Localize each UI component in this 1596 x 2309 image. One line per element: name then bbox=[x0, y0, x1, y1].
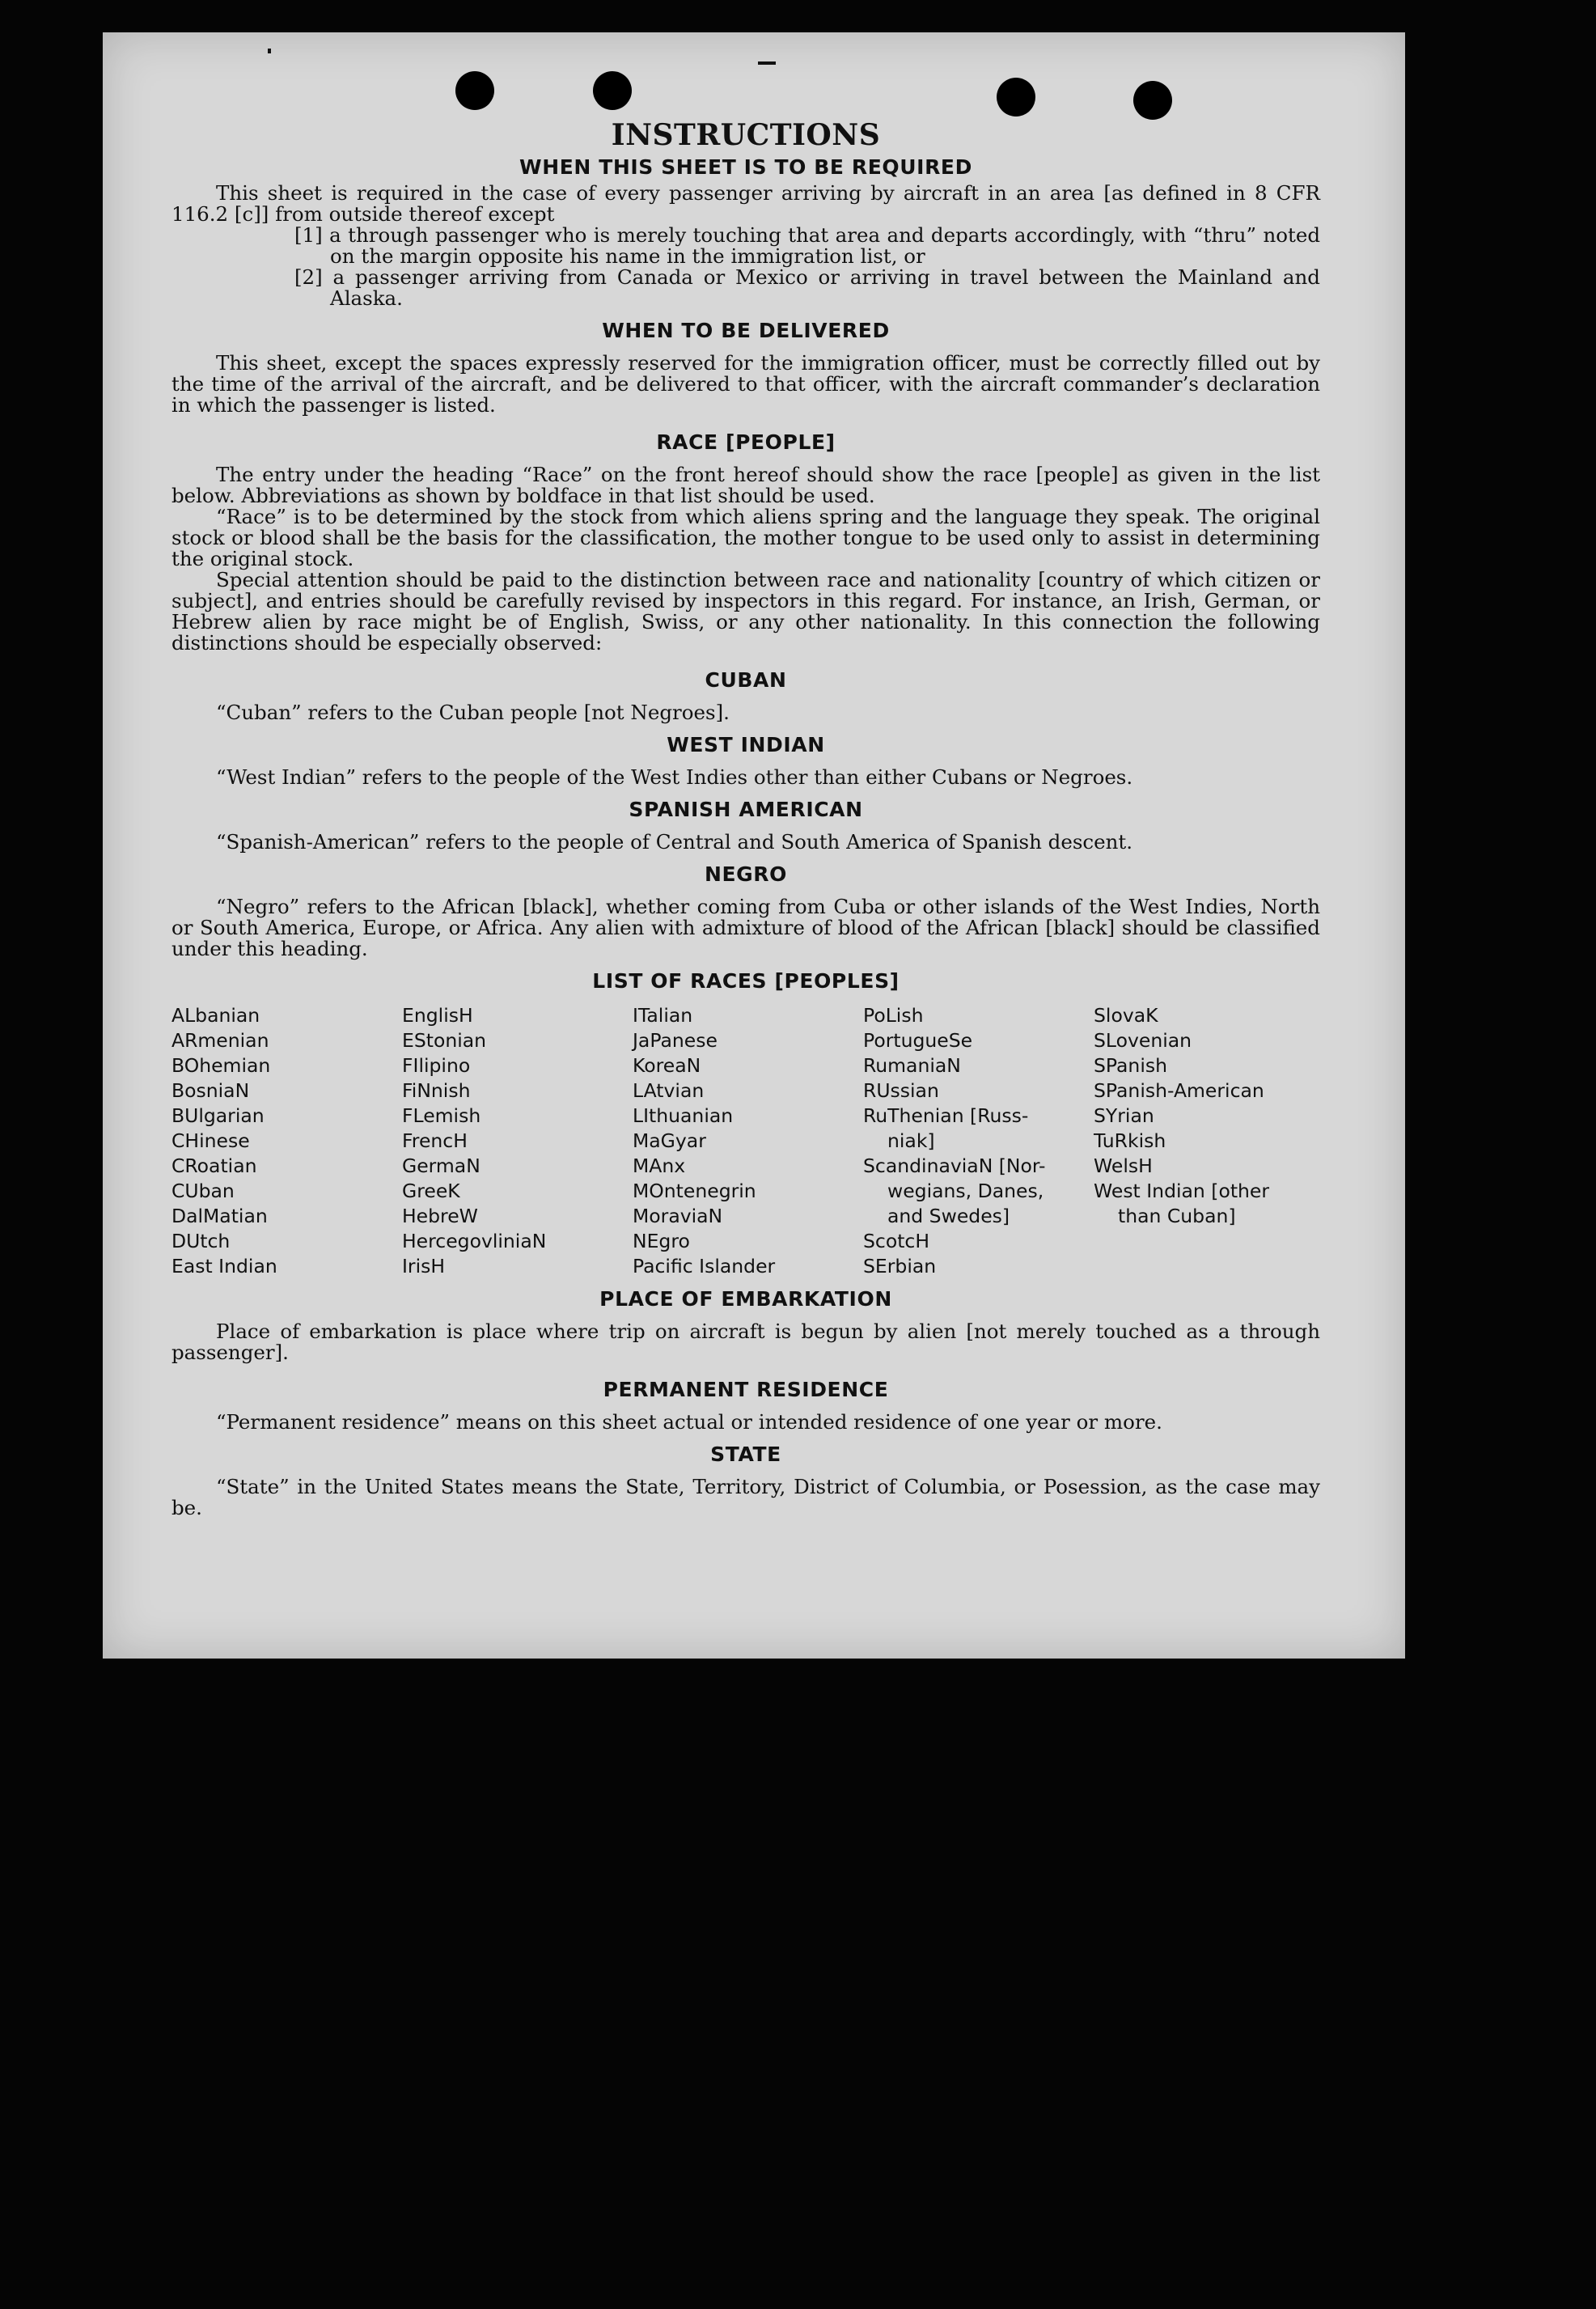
heading-place-of-embarkation: PLACE OF EMBARKATION bbox=[599, 1287, 892, 1311]
required-intro: This sheet is required in the case of every passenger arriving by aircraft in an area [as defined in 8 CFR 116.2 [c]] from outside thereof except bbox=[171, 181, 1320, 226]
race-entry: ScotcH bbox=[863, 1230, 930, 1252]
race-entry: PoLish bbox=[863, 1004, 924, 1027]
punch-hole bbox=[593, 71, 632, 110]
race-entry: DalMatian bbox=[171, 1205, 268, 1227]
heading-west-indian: WEST INDIAN bbox=[667, 733, 825, 756]
race-entry: CHinese bbox=[171, 1129, 250, 1152]
race-entry: EnglisH bbox=[402, 1004, 473, 1027]
race-entry: FLemish bbox=[402, 1104, 481, 1127]
heading-state: STATE bbox=[710, 1443, 781, 1466]
race-entry: SLovenian bbox=[1094, 1029, 1192, 1052]
race-entry: ALbanian bbox=[171, 1004, 260, 1027]
race-entry: TuRkish bbox=[1094, 1129, 1166, 1152]
delivered-text: This sheet, except the spaces expressly reserved for the immigration officer, must be correctly filled out by the time of the arrival of the aircraft, and be delivered to that officer, with the aircraft commander’s declaration in which the passenger is listed. bbox=[171, 351, 1320, 417]
heading-race: RACE [PEOPLE] bbox=[656, 430, 836, 454]
race-entry-continued: wegians, Danes, bbox=[887, 1180, 1044, 1202]
race-paragraph-1: The entry under the heading “Race” on the front hereof should show the race [people] as given in the list below. Abbreviations as shown by boldface in that list should be used. bbox=[171, 463, 1320, 507]
race-entry: FrencH bbox=[402, 1129, 468, 1152]
race-entry: JaPanese bbox=[633, 1029, 718, 1052]
race-entry: CRoatian bbox=[171, 1154, 257, 1177]
race-entry: SlovaK bbox=[1094, 1004, 1158, 1027]
heading-list-of-races: LIST OF RACES [PEOPLES] bbox=[592, 969, 900, 993]
race-entry: Pacific Islander bbox=[633, 1255, 776, 1277]
race-paragraph-2: “Race” is to be determined by the stock from which aliens spring and the language they speak. The original stock or blood shall be the basis for the classification, the mother tongue to be used only to assist in determining the original stock. bbox=[171, 505, 1320, 570]
document-sheet bbox=[103, 32, 1405, 1659]
instructions-content bbox=[171, 118, 1320, 1519]
page-title: INSTRUCTIONS bbox=[611, 118, 881, 152]
race-entry: BUlgarian bbox=[171, 1104, 265, 1127]
race-entry-continued: niak] bbox=[887, 1129, 935, 1152]
required-item-2: [2] a passenger arriving from Canada or Mexico or arriving in travel between the Mainland and Alaska. bbox=[294, 265, 1320, 310]
race-entry: MOntenegrin bbox=[633, 1180, 756, 1202]
race-entry: MoraviaN bbox=[633, 1205, 723, 1227]
ink-speck bbox=[268, 49, 271, 53]
race-entry: RUssian bbox=[863, 1079, 939, 1102]
ink-speck bbox=[758, 61, 776, 65]
negro-text: “Negro” refers to the African [black], whether coming from Cuba or other islands of the West Indies, North or South America, Europe, or Africa. Any alien with admixture of blood of the African [black] should be classified under this heading. bbox=[171, 895, 1320, 960]
cuban-text: “Cuban” refers to the Cuban people [not Negroes]. bbox=[216, 701, 730, 724]
heading-when-required: WHEN THIS SHEET IS TO BE REQUIRED bbox=[519, 155, 972, 179]
race-entry: LIthuanian bbox=[633, 1104, 734, 1127]
race-entry: KoreaN bbox=[633, 1054, 701, 1077]
race-entry: GermaN bbox=[402, 1154, 480, 1177]
race-entry: FIlipino bbox=[402, 1054, 471, 1077]
punch-hole bbox=[455, 71, 494, 110]
race-entry: GreeK bbox=[402, 1180, 460, 1202]
race-entry: MaGyar bbox=[633, 1129, 706, 1152]
races-column bbox=[1094, 1003, 1320, 1279]
race-entry: FiNnish bbox=[402, 1079, 471, 1102]
race-entry: SPanish-American bbox=[1094, 1079, 1264, 1102]
heading-permanent-residence: PERMANENT RESIDENCE bbox=[603, 1378, 889, 1401]
races-column bbox=[402, 1003, 633, 1279]
race-entry: ARmenian bbox=[171, 1029, 269, 1052]
race-entry: SYrian bbox=[1094, 1104, 1154, 1127]
race-paragraph-3: Special attention should be paid to the distinction between race and nationality [country of which citizen or subject], and entries should be carefully revised by inspectors in this regard. For instance, an Irish, German, or Hebrew alien by race might be of English, Swiss, or any other nationality. In this connection the following distinctions should be especially observed: bbox=[171, 568, 1320, 655]
race-entry: RumaniaN bbox=[863, 1054, 961, 1077]
races-column bbox=[633, 1003, 863, 1279]
race-entry: SPanish bbox=[1094, 1054, 1167, 1077]
heading-negro: NEGRO bbox=[704, 862, 788, 886]
race-entry: ITalian bbox=[633, 1004, 693, 1027]
race-entry: SErbian bbox=[863, 1255, 937, 1277]
race-entry: CUban bbox=[171, 1180, 235, 1202]
punch-hole bbox=[997, 78, 1035, 117]
race-entry: EStonian bbox=[402, 1029, 487, 1052]
race-entry: ScandinaviaN [Nor- bbox=[863, 1154, 1046, 1177]
race-entry: NEgro bbox=[633, 1230, 690, 1252]
race-entry: MAnx bbox=[633, 1154, 686, 1177]
west-indian-text: “West Indian” refers to the people of the West Indies other than either Cubans or Negroes. bbox=[216, 765, 1133, 789]
embarkation-text: Place of embarkation is place where trip on aircraft is begun by alien [not merely touched as a through passenger]. bbox=[171, 1320, 1320, 1364]
heading-when-delivered: WHEN TO BE DELIVERED bbox=[602, 319, 890, 342]
race-entry: HebreW bbox=[402, 1205, 478, 1227]
heading-cuban: CUBAN bbox=[705, 668, 787, 692]
race-entry: HercegovliniaN bbox=[402, 1230, 547, 1252]
punch-hole bbox=[1133, 81, 1172, 120]
race-entry: DUtch bbox=[171, 1230, 231, 1252]
required-item-1: [1] a through passenger who is merely touching that area and departs accordingly, with “thru” noted on the margin opposite his name in the immigration list, or bbox=[294, 223, 1320, 268]
race-entry: East Indian bbox=[171, 1255, 277, 1277]
race-entry: BOhemian bbox=[171, 1054, 271, 1077]
residence-text: “Permanent residence” means on this sheet actual or intended residence of one year or more. bbox=[216, 1410, 1162, 1434]
races-column bbox=[863, 1003, 1094, 1279]
state-text: “State” in the United States means the State, Territory, District of Columbia, or Posession, as the case may be. bbox=[171, 1475, 1320, 1519]
race-entry: IrisH bbox=[402, 1255, 446, 1277]
race-entry: PortugueSe bbox=[863, 1029, 973, 1052]
spanish-american-text: “Spanish-American” refers to the people of Central and South America of Spanish descent. bbox=[216, 830, 1133, 854]
race-entry-continued: and Swedes] bbox=[887, 1205, 1010, 1227]
race-entry: West Indian [other bbox=[1094, 1180, 1270, 1202]
races-column bbox=[171, 1003, 402, 1279]
heading-spanish-american: SPANISH AMERICAN bbox=[629, 798, 863, 821]
race-entry: LAtvian bbox=[633, 1079, 705, 1102]
races-table bbox=[171, 1003, 1320, 1279]
race-entry: BosniaN bbox=[171, 1079, 250, 1102]
race-entry: WelsH bbox=[1094, 1154, 1153, 1177]
race-entry: RuThenian [Russ- bbox=[863, 1104, 1029, 1127]
race-entry-continued: than Cuban] bbox=[1118, 1205, 1236, 1227]
